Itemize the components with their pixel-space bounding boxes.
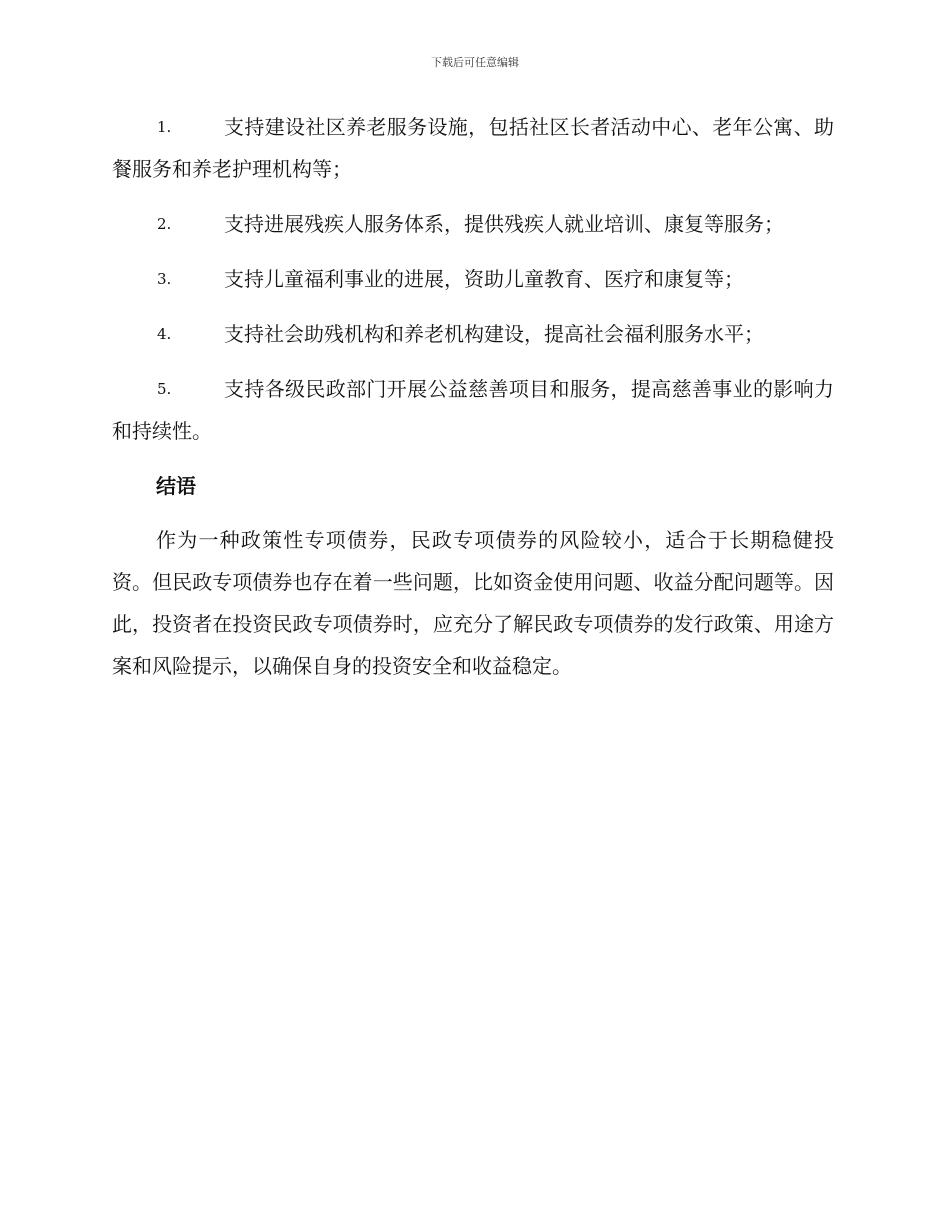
list-item-text: 支持进展残疾人服务体系，提供残疾人就业培训、康复等服务； <box>224 212 784 236</box>
list-item <box>112 258 834 300</box>
conclusion-heading: 结语 <box>156 474 196 498</box>
list-item <box>112 203 834 245</box>
conclusion-paragraph: 作为一种政策性专项债券，民政专项债券的风险较小，适合于长期稳健投资。但民政专项债券也存在着一些问题，比如资金使用问题、收益分配问题等。因此，投资者在投资民政专项债券时，应充分了解民政专项债券的发行政策、用途方案和风险提示，以确保自身的投资安全和收益稳定。 <box>112 528 834 678</box>
list-item-text: 支持儿童福利事业的进展，资助儿童教育、医疗和康复等； <box>224 267 744 291</box>
support-list <box>112 106 834 452</box>
list-item <box>112 313 834 355</box>
list-item-text: 支持各级民政部门开展公益慈善项目和服务，提高慈善事业的影响力和持续性。 <box>112 377 834 443</box>
list-item-text: 支持建设社区养老服务设施，包括社区长者活动中心、老年公寓、助餐服务和养老护理机构等； <box>112 115 834 181</box>
list-item-number: 3. <box>157 270 172 288</box>
list-item-number: 4. <box>157 325 172 343</box>
list-item <box>112 106 834 190</box>
list-item <box>112 368 834 452</box>
list-item-number: 5. <box>157 380 172 398</box>
list-item-text: 支持社会助残机构和养老机构建设，提高社会福利服务水平； <box>224 322 764 346</box>
page-header: 下载后可任意编辑 <box>431 56 519 69</box>
document-body <box>112 106 834 687</box>
list-item-number: 1. <box>157 118 172 136</box>
list-item-number: 2. <box>157 215 172 233</box>
